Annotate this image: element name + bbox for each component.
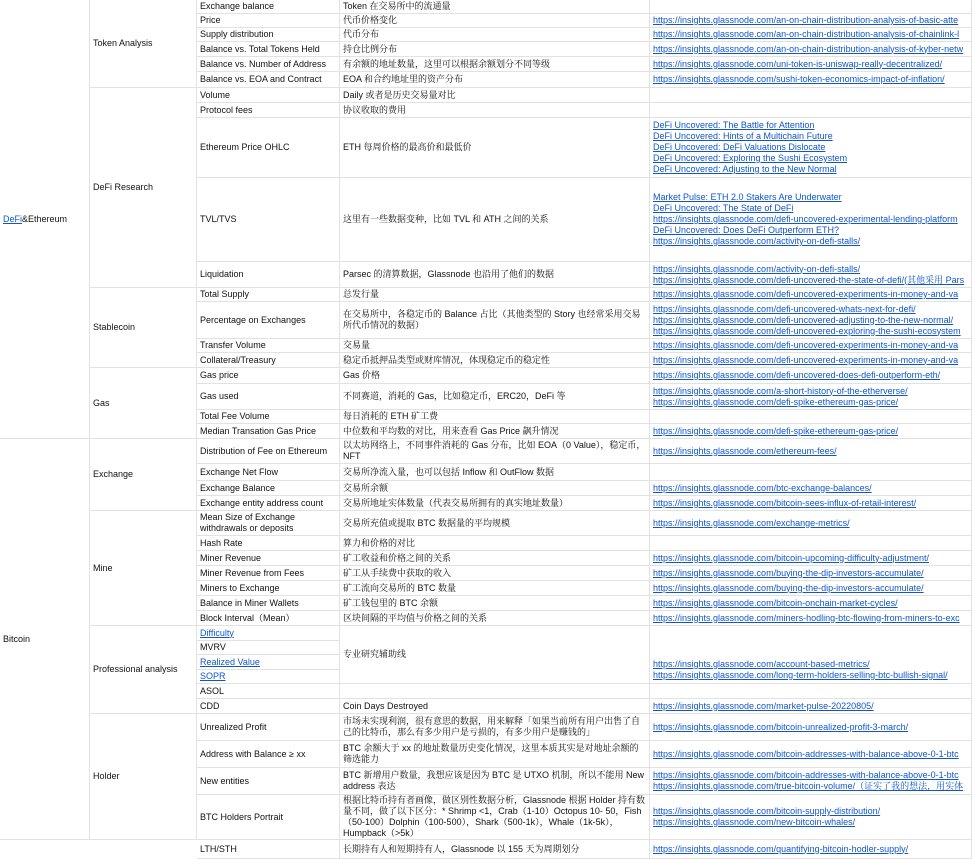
metric-label: ASOL: [200, 685, 225, 696]
metric-cell[interactable]: [197, 57, 340, 72]
description-cell[interactable]: [340, 741, 650, 768]
metric-label: Exchange Net Flow: [200, 466, 279, 477]
metric-cell[interactable]: [197, 596, 340, 611]
description-text: 市场未实现利润，很有意思的数据，用来解释「如果当前所有用户出售了自己的比特币，那么有多少用户是亏损的，有多少用户是赚钱的」: [343, 716, 641, 737]
description-text: Gas 价格: [343, 370, 381, 380]
metric-cell[interactable]: [197, 439, 340, 464]
description-text: Coin Days Destroyed: [343, 700, 429, 711]
description-text: 矿工钱包里的 BTC 余额: [343, 597, 439, 608]
description-cell[interactable]: [340, 410, 650, 424]
metric-cell[interactable]: [197, 641, 340, 655]
description-text: 中位数和平均数的对比，用来查看 Gas Price 飙升情况: [343, 425, 559, 436]
links-cell[interactable]: [650, 551, 972, 566]
links-cell[interactable]: [650, 536, 972, 551]
metric-cell[interactable]: [197, 262, 340, 288]
description-cell[interactable]: [340, 699, 650, 714]
description-text: Token 在交易所中的流通量: [343, 1, 451, 11]
metric-cell[interactable]: [197, 353, 340, 368]
article-link[interactable]: https://insights.glassnode.com/bitcoin-upcoming-difficulty-adjustment/: [653, 552, 929, 563]
article-link[interactable]: DeFi Uncovered: Does DeFi Outperform ETH?: [653, 225, 840, 235]
article-link[interactable]: DeFi Uncovered: The State of DeFi: [653, 203, 794, 213]
description-cell[interactable]: [340, 368, 650, 384]
metric-cell[interactable]: [197, 0, 340, 14]
description-text: 代币价格变化: [343, 15, 398, 25]
metric-cell[interactable]: [197, 511, 340, 536]
description-cell[interactable]: [340, 439, 650, 464]
metric-label: Transfer Volume: [200, 340, 266, 350]
description-cell[interactable]: [340, 178, 650, 262]
links-cell[interactable]: [650, 699, 972, 714]
links-cell[interactable]: [650, 103, 972, 118]
links-cell[interactable]: [650, 353, 972, 368]
description-cell[interactable]: [340, 118, 650, 178]
description-text: BTC 余额大于 xx 的地址数量历史变化情况，这里本质其实是对地址余额的筛选能力: [343, 743, 639, 764]
metric-label: TVL/TVS: [200, 214, 237, 224]
group-label: Mine: [93, 562, 113, 573]
links-cell[interactable]: [650, 368, 972, 384]
metric-label: Address with Balance ≥ xx: [200, 748, 306, 759]
article-link[interactable]: https://insights.glassnode.com/bitcoin-sees-influx-of-retail-interest/: [653, 497, 917, 508]
metric-label: Total Supply: [200, 289, 250, 299]
group-label: Exchange: [93, 469, 134, 479]
metric-label: Balance in Miner Wallets: [200, 597, 299, 608]
article-link[interactable]: https://insights.glassnode.com/an-on-chain-distribution-analysis-of-kyber-netw: [653, 43, 964, 54]
links-cell[interactable]: [650, 339, 972, 353]
description-text: 区块间隔的平均值与价格之间的关系: [343, 612, 488, 623]
description-cell[interactable]: [340, 464, 650, 481]
links-cell[interactable]: [650, 496, 972, 511]
group-defi-research[interactable]: [90, 88, 197, 288]
description-text: 交易所净流入量，也可以包括 Inflow 和 OutFlow 数据: [343, 466, 555, 477]
article-link[interactable]: https://insights.glassnode.com/defi-spike-ethereum-gas-price/: [653, 425, 899, 436]
description-text: 这里有一些数据变种，比如 TVL 和 ATH 之间的关系: [343, 214, 549, 224]
links-cell[interactable]: [650, 611, 972, 626]
metric-cell[interactable]: [197, 481, 340, 496]
article-link[interactable]: https://insights.glassnode.com/btc-exchange-balances/: [653, 482, 872, 493]
article-link[interactable]: https://insights.glassnode.com/sushi-token-economics-impact-of-inflation/: [653, 74, 945, 84]
article-link[interactable]: https://insights.glassnode.com/activity-on-defi-stalls/: [653, 236, 861, 246]
links-cell[interactable]: [650, 410, 972, 424]
metric-label: Distribution of Fee on Ethereum: [200, 445, 328, 456]
metric-cell[interactable]: [197, 655, 340, 670]
links-cell[interactable]: [650, 714, 972, 741]
links-cell[interactable]: [650, 57, 972, 72]
article-link[interactable]: DeFi Uncovered: Adjusting to the New Normal: [653, 164, 837, 174]
metric-label: Gas price: [200, 370, 239, 380]
article-link[interactable]: https://insights.glassnode.com/new-bitcoin-whales/: [653, 817, 856, 827]
metric-label: Protocol fees: [200, 104, 253, 115]
description-text: 专业研究辅助线: [343, 649, 407, 659]
metric-label: Total Fee Volume: [200, 411, 270, 421]
links-cell[interactable]: [650, 302, 972, 339]
description-cell[interactable]: [340, 795, 650, 840]
description-cell[interactable]: [340, 57, 650, 72]
description-cell[interactable]: [340, 288, 650, 302]
metric-label: Hash Rate: [200, 537, 243, 548]
description-cell[interactable]: [340, 42, 650, 57]
metric-label: Miner Revenue from Fees: [200, 567, 305, 578]
group-professional-analysis[interactable]: [90, 626, 197, 714]
article-link[interactable]: https://insights.glassnode.com/bitcoin-addresses-with-balance-above-0-1-btc: [653, 770, 959, 780]
metric-label: Ethereum Price OHLC: [200, 142, 290, 152]
article-link[interactable]: https://insights.glassnode.com/bitcoin-addresses-with-balance-above-0-1-btc: [653, 748, 959, 759]
description-text: 交易所充值或提取 BTC 数据量的平均规模: [343, 517, 511, 528]
links-cell[interactable]: [650, 596, 972, 611]
article-link[interactable]: DeFi Uncovered: Exploring the Sushi Ecosystem: [653, 153, 848, 163]
article-link[interactable]: https://insights.glassnode.com/defi-uncovered-adjusting-to-the-new-normal/: [653, 314, 954, 325]
group-holder[interactable]: [90, 714, 197, 840]
description-cell[interactable]: [340, 596, 650, 611]
article-link[interactable]: https://insights.glassnode.com/exchange-metrics/: [653, 517, 850, 528]
links-cell[interactable]: [650, 481, 972, 496]
article-link[interactable]: https://insights.glassnode.com/market-pulse-20220805/: [653, 700, 874, 711]
description-text: 以太坊网络上，不同事件消耗的 Gas 分布，比如 EOA（0 Value），稳定币，NFT: [343, 440, 646, 461]
article-link[interactable]: https://insights.glassnode.com/bitcoin-onchain-market-cycles/: [653, 597, 898, 608]
section-bitcoin-label: Bitcoin: [3, 633, 31, 644]
metric-cell[interactable]: [197, 795, 340, 840]
article-link[interactable]: Market Pulse: ETH 2.0 Stakers Are Underwater: [653, 192, 842, 202]
article-link[interactable]: https://insights.glassnode.com/uni-token-is-uniswap-really-decentralized/: [653, 58, 943, 69]
metric-label: Exchange Balance: [200, 482, 276, 493]
group-label: DeFi Research: [93, 182, 154, 192]
metric-cell[interactable]: [197, 551, 340, 566]
metric-cell[interactable]: [197, 28, 340, 42]
metric-cell[interactable]: [197, 14, 340, 28]
metric-cell[interactable]: [197, 368, 340, 384]
metric-cell[interactable]: [197, 768, 340, 795]
links-cell[interactable]: [650, 28, 972, 42]
metric-label: Exchange entity address count: [200, 497, 324, 508]
description-cell[interactable]: [340, 551, 650, 566]
description-cell[interactable]: [340, 262, 650, 288]
metric-cell[interactable]: [197, 741, 340, 768]
description-cell[interactable]: [340, 339, 650, 353]
metric-label: BTC Holders Portrait: [200, 811, 284, 822]
description-text: 每日消耗的 ETH 矿工费: [343, 411, 439, 421]
links-cell[interactable]: [650, 741, 972, 768]
metric-label: Percentage on Exchanges: [200, 314, 306, 325]
metric-cell[interactable]: [197, 626, 340, 641]
article-link[interactable]: https://insights.glassnode.com/miners-hodling-btc-flowing-from-miners-to-exc: [653, 612, 960, 623]
description-text: 交易量: [343, 340, 371, 350]
group-label: Gas: [93, 397, 110, 408]
metric-label: Liquidation: [200, 269, 244, 279]
metric-cell[interactable]: [197, 424, 340, 439]
metric-label: Miner Revenue: [200, 552, 262, 563]
article-link[interactable]: DeFi Uncovered: DeFi Valuations Dislocate: [653, 142, 826, 152]
metric-cell[interactable]: [197, 410, 340, 424]
description-cell[interactable]: [340, 581, 650, 596]
article-link[interactable]: https://insights.glassnode.com/defi-uncovered-experiments-in-money-and-va: [653, 289, 959, 299]
metric-cell[interactable]: [197, 566, 340, 581]
article-link[interactable]: https://insights.glassnode.com/defi-uncovered-exploring-the-sushi-ecosystem: [653, 325, 961, 336]
metric-label: Difficulty: [200, 627, 234, 638]
group-label: Token Analysis: [93, 38, 153, 48]
article-link[interactable]: https://insights.glassnode.com/a-short-history-of-the-etherverse/: [653, 385, 908, 396]
description-cell[interactable]: [340, 768, 650, 795]
article-link[interactable]: https://insights.glassnode.com/defi-uncovered-experiments-in-money-and-va: [653, 354, 959, 365]
description-cell[interactable]: [340, 14, 650, 28]
description-text: EOA 和合约地址里的资产分布: [343, 74, 464, 84]
metric-label: New entities: [200, 775, 250, 786]
metric-cell[interactable]: [197, 302, 340, 339]
section-defi-label: &Ethereum: [22, 213, 68, 224]
article-link[interactable]: https://insights.glassnode.com/an-on-chain-distribution-analysis-of-basic-atte: [653, 15, 959, 25]
metric-cell[interactable]: [197, 699, 340, 714]
article-link[interactable]: https://insights.glassnode.com/defi-uncovered-experiments-in-money-and-va: [653, 340, 959, 350]
metric-label: MVRV: [200, 642, 226, 652]
description-cell[interactable]: [340, 566, 650, 581]
links-cell[interactable]: [650, 424, 972, 439]
metric-cell[interactable]: [197, 103, 340, 118]
metric-cell[interactable]: [197, 496, 340, 511]
group-token-analysis[interactable]: [90, 0, 197, 88]
links-cell[interactable]: [650, 0, 972, 14]
links-cell[interactable]: [650, 118, 972, 178]
metric-cell[interactable]: [197, 42, 340, 57]
description-text: 代币分布: [343, 29, 380, 39]
metric-label: Gas used: [200, 391, 239, 401]
description-cell[interactable]: [340, 353, 650, 368]
metric-label: Collateral/Treasury: [200, 354, 276, 365]
description-text: 协议收取的费用: [343, 104, 407, 115]
group-label: Professional analysis: [93, 664, 178, 674]
article-link[interactable]: https://insights.glassnode.com/true-bitcoin-volume/（证实了我的想法，用实体: [653, 781, 964, 791]
description-text: 稳定币抵押品类型或财库情况，体现稳定币的稳定性: [343, 354, 551, 365]
article-link[interactable]: https://insights.glassnode.com/quantifying-bitcoin-hodler-supply/: [653, 843, 909, 854]
description-text: 交易所地址实体数量（代表交易所拥有的真实地址数量）: [343, 497, 569, 508]
links-cell[interactable]: [650, 178, 972, 262]
group-stablecoin[interactable]: [90, 288, 197, 368]
description-cell[interactable]: [340, 511, 650, 536]
description-text: 矿工收益和价格之间的关系: [343, 552, 452, 563]
description-cell[interactable]: [340, 72, 650, 88]
links-cell[interactable]: [650, 439, 972, 464]
metric-cell[interactable]: [197, 581, 340, 596]
metric-cell[interactable]: [197, 88, 340, 103]
links-cell[interactable]: [650, 840, 972, 859]
metric-label: Block Interval（Mean）: [200, 612, 295, 623]
metric-cell[interactable]: [197, 611, 340, 626]
article-link[interactable]: https://insights.glassnode.com/long-term-holders-selling-btc-bullish-signal/: [653, 670, 948, 680]
description-cell[interactable]: [340, 88, 650, 103]
metric-cell[interactable]: [197, 72, 340, 88]
links-cell[interactable]: [650, 288, 972, 302]
article-link[interactable]: https://insights.glassnode.com/ethereum-fees/: [653, 445, 837, 456]
article-link[interactable]: https://insights.glassnode.com/an-on-chain-distribution-analysis-of-chainlink-l: [653, 29, 960, 39]
description-text: 交易所余额: [343, 482, 389, 493]
metric-label: Miners to Exchange: [200, 582, 280, 593]
group-exchange[interactable]: [90, 439, 197, 511]
metric-label: Price: [200, 15, 221, 25]
group-label: Holder: [93, 771, 120, 781]
article-link[interactable]: https://insights.glassnode.com/defi-uncovered-does-defi-outperform-eth/: [653, 370, 941, 380]
group-label: Stablecoin: [93, 322, 136, 332]
article-link[interactable]: https://insights.glassnode.com/defi-uncovered-whats-next-for-defi/: [653, 303, 916, 314]
metric-cell[interactable]: [197, 339, 340, 353]
description-cell[interactable]: [340, 302, 650, 339]
article-link[interactable]: https://insights.glassnode.com/activity-on-defi-stalls/: [653, 263, 861, 274]
links-cell[interactable]: [650, 684, 972, 699]
section-defi-ethereum[interactable]: [0, 0, 90, 439]
description-text: Parsec 的清算数据，Glassnode 也沿用了他们的数据: [343, 269, 555, 279]
links-cell[interactable]: [650, 581, 972, 596]
description-cell[interactable]: [340, 384, 650, 410]
description-text: 有余额的地址数量，这里可以根据余额划分不同等级: [343, 58, 551, 69]
metric-cell[interactable]: [197, 384, 340, 410]
description-cell[interactable]: [340, 496, 650, 511]
metric-cell[interactable]: [197, 714, 340, 741]
metric-cell[interactable]: [197, 178, 340, 262]
article-link[interactable]: DeFi Uncovered: The Battle for Attention: [653, 120, 815, 130]
description-text: 在交易所中，各稳定币的 Balance 占比（其他类型的 Story 也经常采用交易所代币情况的数据）: [343, 309, 641, 330]
description-text: 根据比特币持有者画像，做区别性数据分析，Glassnode 根据 Holder 持有数量不同，做了以下区分：* Shrimp <1，Crab（1-10）Octopus 10- 50，Fish（50-100）Dolphin（100-500），Shark（500-1k），Whale（1k-5k），Humpback（>5k）: [343, 795, 646, 838]
description-text: 算力和价格的对比: [343, 537, 416, 548]
metric-label: Balance vs. Number of Address: [200, 58, 327, 69]
description-text: 持仓比例分布: [343, 43, 398, 54]
article-link[interactable]: https://insights.glassnode.com/defi-uncovered-the-state-of-defi/(其他采用 Pars: [653, 274, 965, 285]
metric-label: LTH/STH: [200, 843, 237, 854]
description-cell[interactable]: [340, 611, 650, 626]
links-cell[interactable]: [650, 72, 972, 88]
article-link[interactable]: https://insights.glassnode.com/buying-the-dip-investors-accumulate/: [653, 582, 924, 593]
description-cell[interactable]: [340, 481, 650, 496]
metric-cell[interactable]: [197, 464, 340, 481]
article-link[interactable]: https://insights.glassnode.com/defi-spike-ethereum-gas-price/: [653, 396, 899, 407]
links-cell[interactable]: [650, 768, 972, 795]
metric-cell[interactable]: [197, 118, 340, 178]
article-link[interactable]: https://insights.glassnode.com/bitcoin-supply-distribution/: [653, 806, 881, 816]
description-cell[interactable]: [340, 840, 650, 859]
metric-label: Unrealized Profit: [200, 721, 267, 732]
metric-label: Realized Value: [200, 656, 260, 667]
article-link[interactable]: https://insights.glassnode.com/account-based-metrics/: [653, 659, 870, 669]
description-text: ETH 每周价格的最高价和最低价: [343, 142, 472, 152]
article-link[interactable]: DeFi Uncovered: Hints of a Multichain Future: [653, 131, 833, 141]
metric-label: Balance vs. Total Tokens Held: [200, 43, 320, 54]
description-text: 长期持有人和短期持有人，Glassnode 以 155 天为周期划分: [343, 843, 580, 854]
metric-label: Supply distribution: [200, 29, 274, 39]
links-cell[interactable]: [650, 42, 972, 57]
links-cell[interactable]: [650, 795, 972, 840]
links-cell[interactable]: [650, 14, 972, 28]
metric-cell[interactable]: [197, 670, 340, 684]
metric-label: SOPR: [200, 671, 226, 681]
description-cell[interactable]: [340, 684, 650, 699]
metric-cell[interactable]: [197, 684, 340, 699]
metric-label: CDD: [200, 700, 220, 711]
metric-cell[interactable]: [197, 288, 340, 302]
article-link[interactable]: https://insights.glassnode.com/defi-uncovered-experimental-lending-platform: [653, 214, 958, 224]
metric-label: Median Transation Gas Price: [200, 425, 317, 436]
metric-cell[interactable]: [197, 536, 340, 551]
description-text: 总发行量: [343, 289, 380, 299]
description-text: Daily 或者是历史交易量对比: [343, 89, 456, 100]
description-text: BTC 新增用户数量，我想应该是因为 BTC 是 UTXO 机制，所以不能用 New address 表达: [343, 770, 645, 791]
description-cell[interactable]: [340, 28, 650, 42]
links-cell[interactable]: [650, 566, 972, 581]
article-link[interactable]: https://insights.glassnode.com/bitcoin-unrealized-profit-3-march/: [653, 721, 909, 732]
description-cell[interactable]: [340, 626, 650, 684]
description-cell[interactable]: [340, 0, 650, 14]
group-gas[interactable]: [90, 368, 197, 439]
description-cell[interactable]: [340, 714, 650, 741]
description-cell[interactable]: [340, 103, 650, 118]
metric-label: Mean Size of Exchange withdrawals or deposits: [200, 512, 296, 533]
description-cell[interactable]: [340, 424, 650, 439]
links-cell[interactable]: [650, 511, 972, 536]
links-cell[interactable]: [650, 464, 972, 481]
links-cell[interactable]: [650, 626, 972, 684]
description-text: 矿工从手续费中获取的收入: [343, 567, 452, 578]
metric-label: Exchange balance: [200, 1, 275, 11]
links-cell[interactable]: [650, 88, 972, 103]
description-text: 矿工流向交易所的 BTC 数量: [343, 582, 457, 593]
section-bitcoin[interactable]: [0, 439, 90, 840]
description-text: 不同赛道，消耗的 Gas，比如稳定币，ERC20，DeFi 等: [343, 391, 566, 401]
section-defi-link: DeFi: [3, 213, 23, 224]
metric-label: Balance vs. EOA and Contract: [200, 74, 322, 84]
article-link[interactable]: https://insights.glassnode.com/buying-the-dip-investors-accumulate/: [653, 567, 924, 578]
links-cell[interactable]: [650, 262, 972, 288]
description-cell[interactable]: [340, 536, 650, 551]
metric-cell[interactable]: [197, 840, 340, 859]
links-cell[interactable]: [650, 384, 972, 410]
group-mine[interactable]: [90, 511, 197, 626]
metric-label: Volume: [200, 89, 231, 100]
